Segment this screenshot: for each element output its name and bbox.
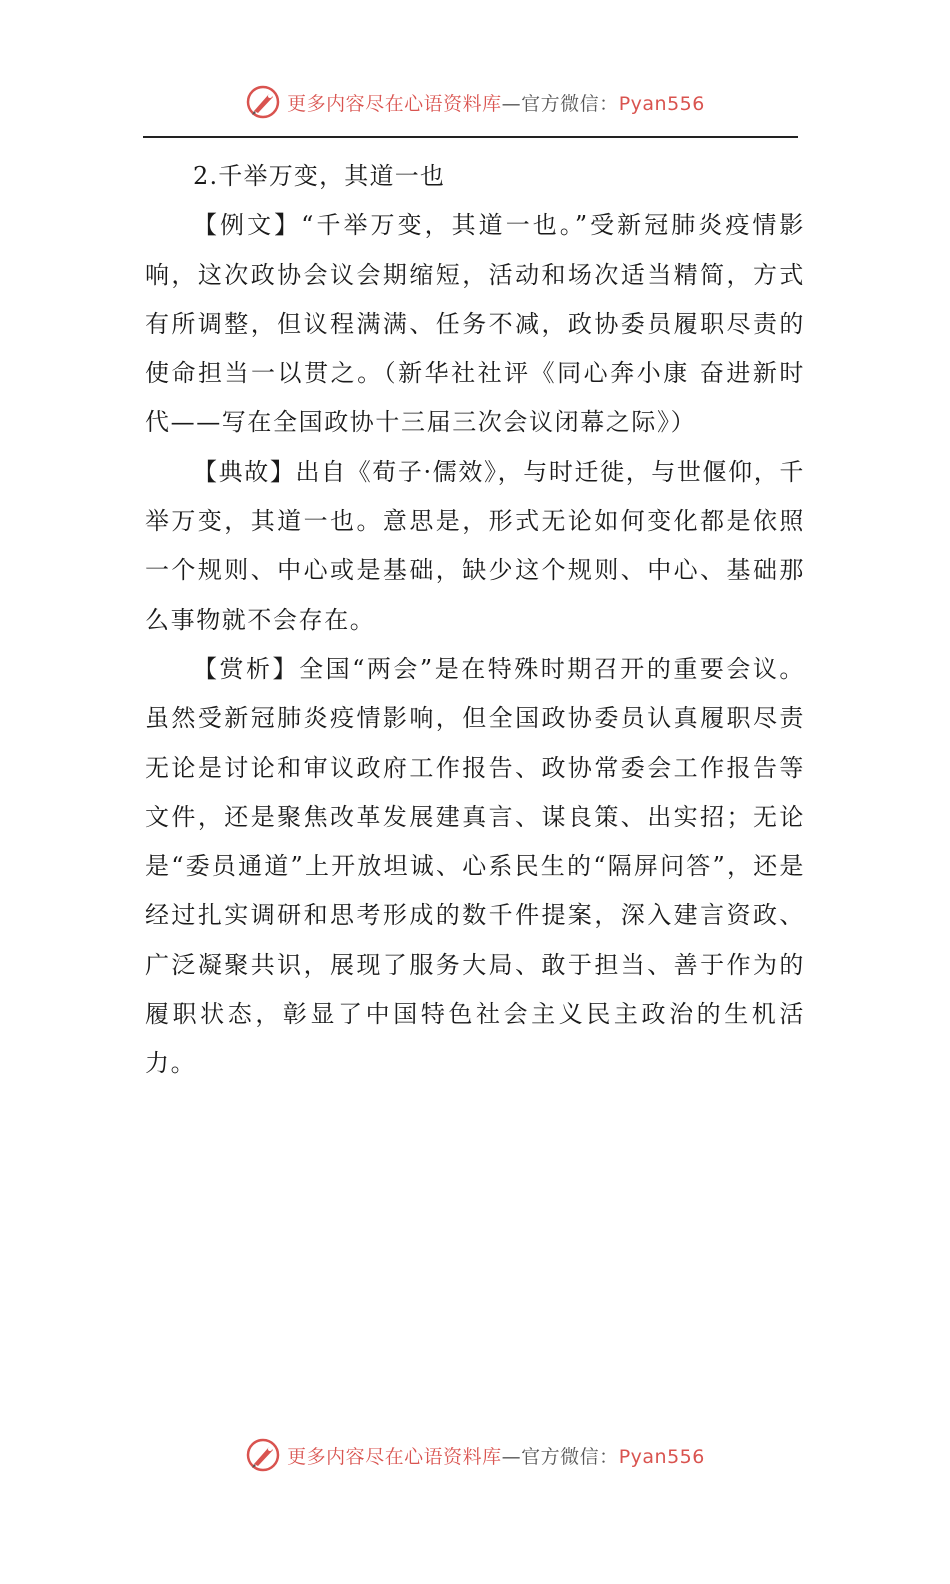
header-watermark: [0, 82, 950, 122]
footer-dash: —: [501, 1445, 522, 1468]
paragraph-example: 【例文】“千举万变，其道一也。”受新冠肺炎疫情影响，这次政协会议会期缩短，活动和场次适当精简，方式有所调整，但议程满满、任务不减，政协委员履职尽责的使命担当一以贯之。（新华社社评《同心奔小康 奋进新时代——写在全国政协十三届三次会议闭幕之际》）: [145, 211, 805, 437]
pen-nib-logo-icon: [245, 84, 281, 120]
footer-watermark-text: [287, 1442, 705, 1469]
footer-contact-id: Pyan556: [618, 1445, 705, 1468]
paragraph-allusion: 【典故】出自《荀子·儒效》，与时迁徙，与世偃仰，千举万变，其道一也。意思是，形式无论如何变化都是依照一个规则、中心或是基础，缺少这个规则、中心、基础那么事物就不会存在。: [145, 457, 805, 634]
section-title: 2.千举万变，其道一也: [193, 162, 446, 190]
document-body: [145, 152, 805, 1089]
header-contact-id: Pyan556: [618, 92, 705, 115]
pen-nib-logo-icon: [245, 1437, 281, 1473]
footer-watermark: [0, 1435, 950, 1475]
header-watermark-text: [287, 89, 705, 116]
header-contact-label: 官方微信：: [521, 92, 619, 115]
paragraph-analysis: 【赏析】全国“两会”是在特殊时期召开的重要会议。虽然受新冠肺炎疫情影响，但全国政协委员认真履职尽责无论是讨论和审议政府工作报告、政协常委会工作报告等文件，还是聚焦改革发展建真言、谋良策、出实招；无论是“委员通道”上开放坦诚、心系民生的“隔屏问答”，还是经过扎实调研和思考形成的数千件提案，深入建言资政、广泛凝聚共识，展现了服务大局、敢于担当、善于作为的履职状态，彰显了中国特色社会主义民主政治的生机活力。: [145, 654, 805, 1078]
footer-contact-label: 官方微信：: [521, 1445, 619, 1468]
footer-brand: 更多内容尽在心语资料库: [287, 1445, 502, 1468]
header-brand: 更多内容尽在心语资料库: [287, 92, 502, 115]
header-dash: —: [501, 92, 522, 115]
header-divider: [143, 136, 798, 138]
